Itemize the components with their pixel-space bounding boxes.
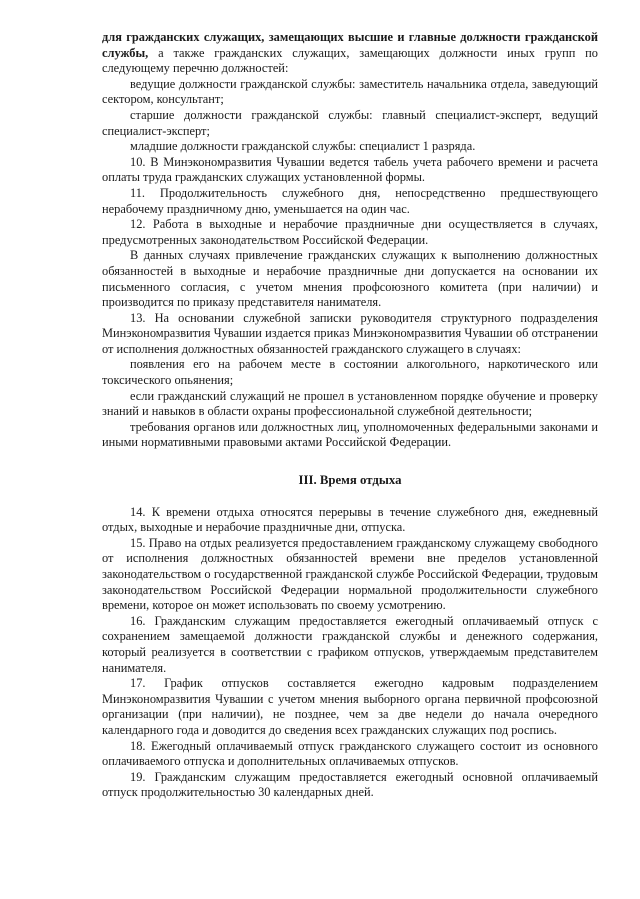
paragraph-junior-positions: младшие должности гражданской службы: специалист 1 разряда.	[130, 139, 476, 154]
paragraph-18: 18. Ежегодный оплачиваемый отпуск гражданского служащего состоит из основного оплачиваемого отпуска и дополнительных оплачиваемых отпусков.	[102, 738, 598, 769]
paragraph-14: 14. К времени отдыха относятся перерывы в течение служебного дня, ежедневный отдых, выходные и нерабочие праздничные дни, отпуска.	[102, 504, 598, 535]
paragraph-12-cont: В данных случаях привлечение гражданских служащих к выполнению должностных обязанностей в выходные и нерабочие праздничные дни допускается на основании их письменного согласия, с учетом мнения профсоюзного комитета (при наличии) и производится по приказу представителя нанимателя.	[102, 248, 598, 310]
paragraph-19: 19. Гражданским служащим предоставляется ежегодный основной оплачиваемый отпуск продолжительностью 30 календарных дней.	[102, 769, 598, 800]
paragraph-17: 17. График отпусков составляется ежегодно кадровым подразделением Минэкономразвития Чувашии с учетом мнения выборного органа первичной профсоюзной организации (при наличии), не позднее, чем за две недели до начала очередного календарного года и доводится до сведения всех гражданских служащих под роспись.	[102, 676, 598, 737]
bold-lead: для гражданских служащих, замещающих высшие и главные должности гражданской службы,	[102, 30, 598, 60]
paragraph-senior-positions: старшие должности гражданской службы: главный специалист-эксперт, ведущий специалист-эксперт;	[102, 107, 598, 138]
paragraph-leading-positions: ведущие должности гражданской службы: заместитель начальника отдела, заведующий сектором, консультант;	[102, 76, 598, 107]
paragraph-11: 11. Продолжительность служебного дня, непосредственно предшествующего нерабочему праздничному дню, уменьшается на один час.	[102, 185, 598, 216]
paragraph-continuation	[102, 30, 598, 77]
document-page	[102, 30, 598, 801]
paragraph-12: 12. Работа в выходные и нерабочие праздничные дни осуществляется в случаях, предусмотренных законодательством Российской Федерации.	[102, 217, 598, 247]
paragraph-16: 16. Гражданским служащим предоставляется ежегодный оплачиваемый отпуск с сохранением замещаемой должности гражданской службы и денежного содержания, который реализуется в соответствии с графиком отпусков, утверждаемым представителем нанимателя.	[102, 613, 598, 675]
paragraph-13-case-2: если гражданский служащий не прошел в установленном порядке обучение и проверку знаний и навыков в области охраны профессиональной служебной деятельности;	[102, 388, 598, 419]
paragraph-15: 15. Право на отдых реализуется предоставлением гражданскому служащему свободного от исполнения должностных обязанностей времени вне пределов установленной законодательством о государственной гражданской службе Российской Федерации, трудовым законодательством Российской Федерации нормальной продолжительности служебного времени, которое он может использовать по своему усмотрению.	[102, 535, 598, 613]
paragraph-10: 10. В Минэкономразвития Чувашии ведется табель учета рабочего времени и расчета оплаты труда гражданских служащих установленной формы.	[102, 154, 598, 185]
paragraph-13-case-3: требования органов или должностных лиц, уполномоченных федеральными законами и иными нормативными правовыми актами Российской Федерации.	[102, 419, 598, 450]
paragraph-text: а также гражданских служащих, замещающих должности иных групп по следующему перечню должностей:	[102, 45, 598, 76]
paragraph-13: 13. На основании служебной записки руководителя структурного подразделения Минэкономразвития Чувашии издается приказ Минэкономразвития Чувашии об отстранении от исполнения должностных обязанностей гражданского служащего в случаях:	[102, 310, 598, 356]
paragraph-13-case-1: появления его на рабочем месте в состоянии алкогольного, наркотического или токсического опьянения;	[102, 357, 598, 388]
section-heading: III. Время отдыха	[298, 473, 402, 488]
